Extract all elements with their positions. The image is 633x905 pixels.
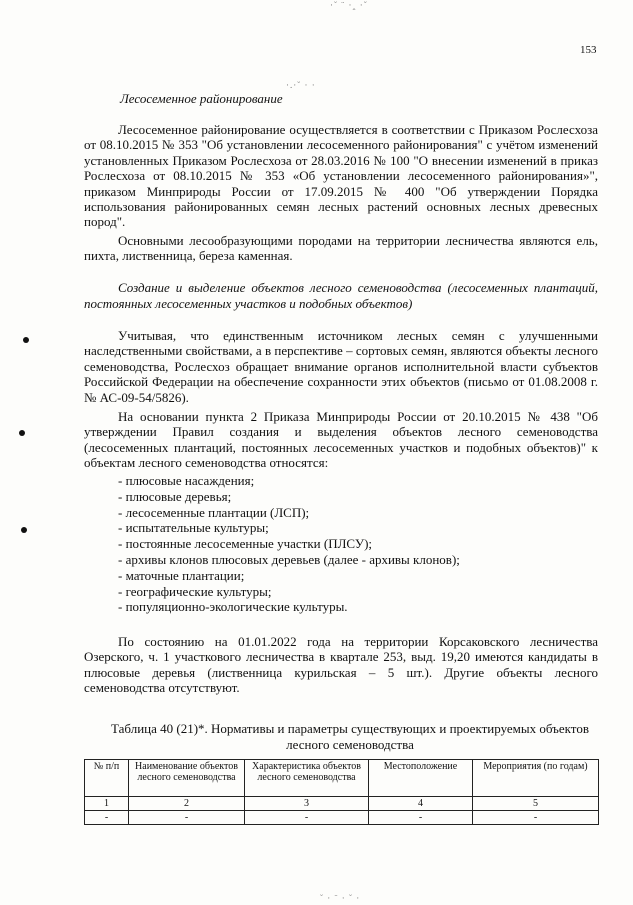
list-item: - постоянные лесосеменные участки (ПЛСУ); [118, 536, 373, 552]
scan-artifact-heading: ·.·˘ · · [286, 80, 316, 90]
list-item: - испытательные культуры; [118, 520, 269, 536]
table-cell: 2 [129, 797, 245, 811]
punch-hole-mark [23, 337, 29, 343]
list-item: - маточные плантации; [118, 567, 245, 583]
paragraph-seed-sources: Учитывая, что единственным источником лесных семян с улучшенными наследственными свойствами, а в перспективе – сортовых семян, являются объекты лесного семеноводства, Рослесхоз обращает внимание органов исполнительной власти субъектов Российской Федерации на обеспечение сохранности этих объектов (письмо от 01.08.2008 г. № АС-09-54/5826). [84, 328, 598, 405]
table-cell: 5 [473, 797, 599, 811]
header-cell-name: Наименование объектов лесного семеноводства [129, 760, 245, 797]
list-item: - плюсовые насаждения; [118, 473, 255, 488]
header-cell-characteristics: Характеристика объектов лесного семеноводства [245, 760, 369, 797]
table-cell: - [369, 811, 473, 825]
header-cell-number: № п/п [85, 760, 129, 797]
punch-hole-mark [21, 527, 27, 533]
list-item: - географические культуры; [118, 583, 272, 599]
table-cell: - [129, 811, 245, 825]
seed-objects-list [118, 473, 460, 615]
list-item: - лесосеменные плантации (ЛСП); [118, 504, 310, 520]
header-cell-measures: Мероприятия (по годам) [473, 760, 599, 797]
table-row [85, 811, 599, 825]
seed-objects-table [84, 759, 599, 825]
table-cell: 1 [85, 797, 129, 811]
table-cell: 3 [245, 797, 369, 811]
page-number: 153 [580, 44, 597, 56]
list-item: - плюсовые деревья; [118, 488, 232, 504]
scan-artifact-top: ·˘ ¨ ·‸ ·˘ [330, 0, 368, 10]
section-heading-seed-objects: Создание и выделение объектов лесного семеноводства (лесосеменных плантаций, постоянных лесосеменных участков и подобных объектов) [84, 280, 598, 311]
table-cell: - [245, 811, 369, 825]
paragraph-main-species: Основными лесообразующими породами на территории лесничества являются ель, пихта, лиственница, береза каменная. [84, 233, 598, 264]
punch-hole-mark [19, 430, 25, 436]
table-column-number-row [85, 797, 599, 811]
table-cell: 4 [369, 797, 473, 811]
scan-artifact-bottom: ˘ · ¨ · ˘ · [320, 893, 361, 903]
table-caption: Таблица 40 (21)*. Нормативы и параметры существующих и проектируемых объектов лесного семеноводства [111, 721, 589, 752]
table-cell: - [473, 811, 599, 825]
paragraph-order-438: На основании пункта 2 Приказа Минприроды России от 20.10.2015 № 438 "Об утверждении Правил создания и выделения объектов лесного семеноводства (лесосеменных плантаций, постоянных лесосеменных участков и подобных объектов)" к объектам лесного семеноводства относятся: [84, 409, 598, 471]
table-header-row [85, 760, 599, 797]
list-item: - архивы клонов плюсовых деревьев (далее - архивы клонов); [118, 551, 460, 567]
table-cell: - [85, 811, 129, 825]
list-item: - популяционно-экологические культуры. [118, 599, 348, 615]
paragraph-zoning-legal-basis: Лесосеменное районирование осуществляется в соответствии с Приказом Рослесхоза от 08.10.2015 № 353 "Об установлении лесосеменного районирования" с учётом изменений установленных Приказом Рослесхоза от 28.03.2016 № 100 "О внесении изменений в приказ Рослесхоза от 08.10.2015 № 353 «Об установлении лесосеменного районирования»", приказом Минприроды России от 17.09.2015 № 400 "Об утверждении Порядка использования районированных семян лесных растений основных лесных древесных пород". [84, 122, 598, 230]
section-heading-seed-zoning: Лесосеменное районирование [120, 91, 283, 106]
paragraph-current-status: По состоянию на 01.01.2022 года на территории Корсаковского лесничества Озерского, ч. 1 участкового лесничества в квартале 253, выд. 19,20 имеются кандидаты в плюсовые деревья (лиственница курильская – 5 шт.). Другие объекты лесного семеноводства отсутствуют. [84, 634, 598, 696]
header-cell-location: Местоположение [369, 760, 473, 797]
